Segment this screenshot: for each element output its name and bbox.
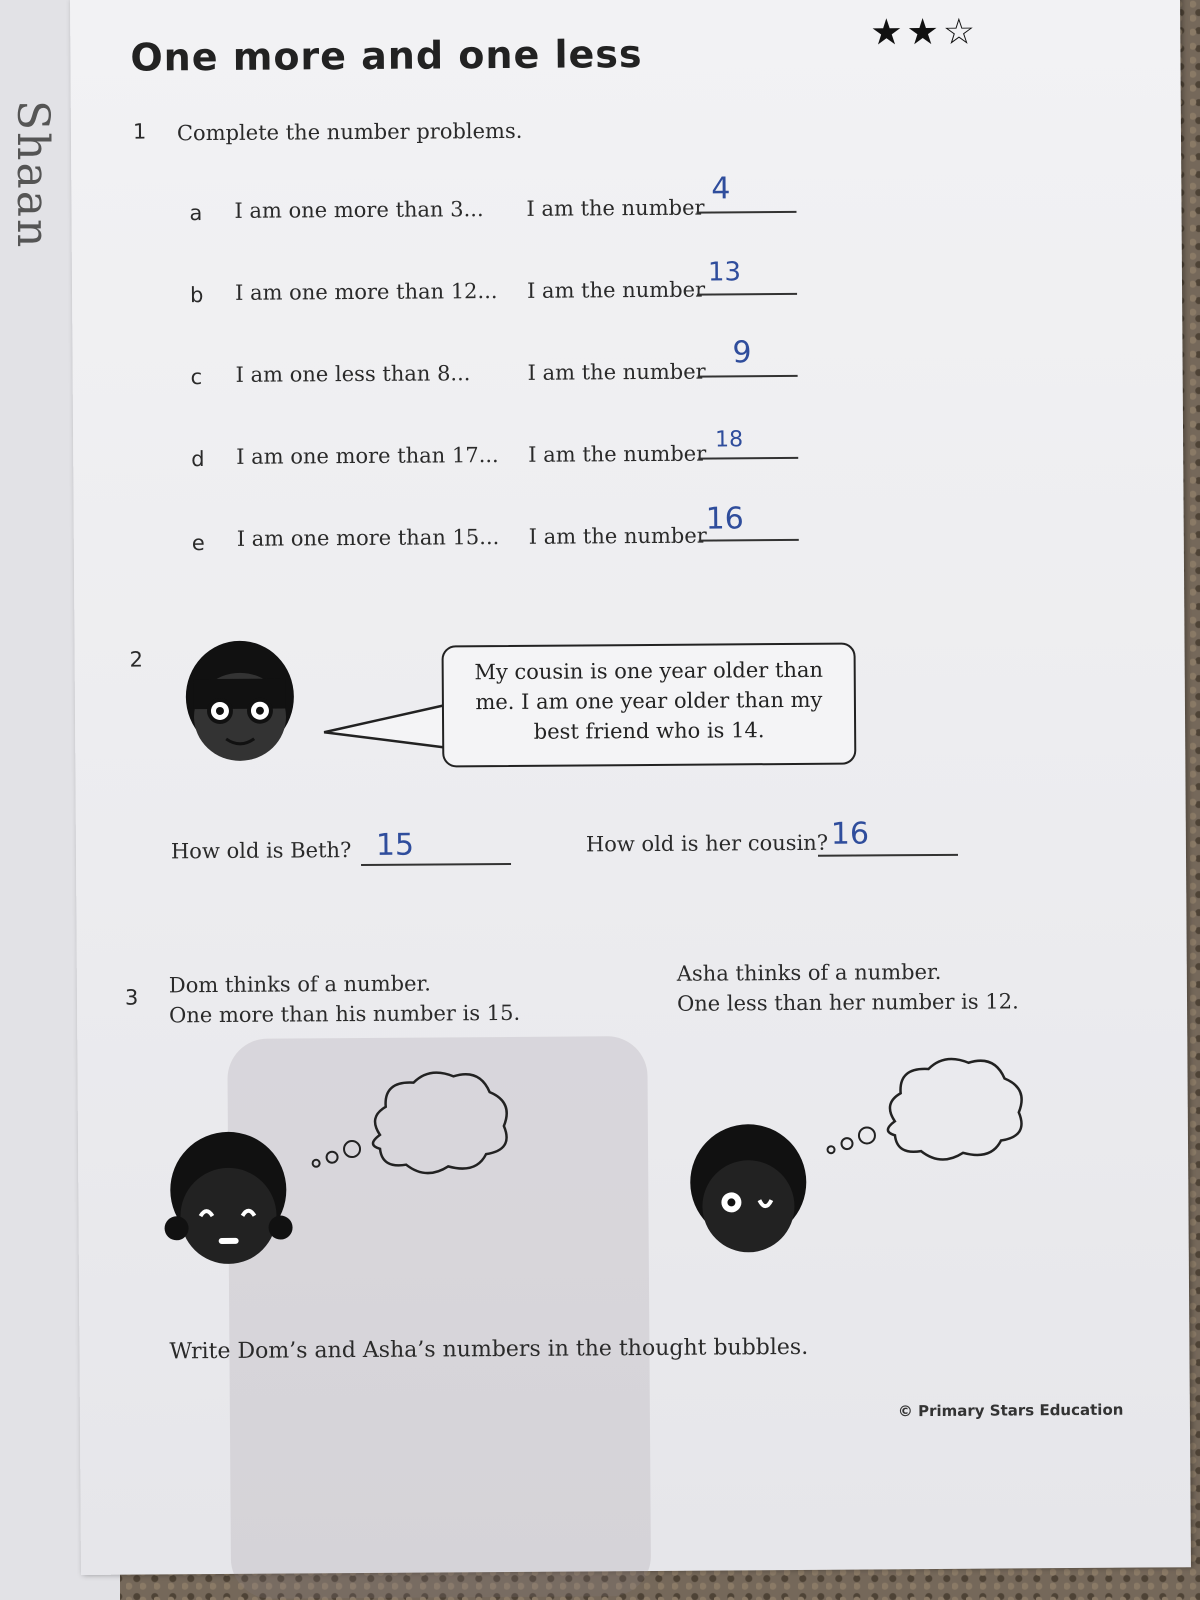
item-letter: d bbox=[191, 447, 205, 472]
handwritten-answer: 4 bbox=[711, 171, 731, 207]
question-1-number: 1 bbox=[132, 119, 147, 144]
beth-girl-icon bbox=[179, 638, 300, 769]
question-beth-age: How old is Beth? bbox=[170, 838, 352, 864]
answer-line[interactable] bbox=[698, 375, 798, 378]
dom-statement-1: Dom thinks of a number. bbox=[168, 971, 431, 998]
answer-label: I am the number bbox=[528, 523, 707, 549]
worksheet-page bbox=[70, 0, 1191, 1575]
question-3-number: 3 bbox=[124, 985, 139, 1010]
asha-girl-icon bbox=[683, 1120, 814, 1261]
item-prompt: I am one more than 3... bbox=[234, 197, 484, 223]
beth-answer-line[interactable] bbox=[361, 863, 511, 866]
asha-statement-1: Asha thinks of a number. bbox=[676, 959, 942, 986]
question-1-instruction: Complete the number problems. bbox=[176, 118, 523, 146]
copyright-footer: © Primary Stars Education bbox=[897, 1400, 1124, 1421]
difficulty-stars: ★★☆ bbox=[870, 11, 980, 54]
answer-line[interactable] bbox=[699, 539, 799, 542]
answer-label: I am the number bbox=[527, 359, 706, 385]
dom-thought-bubble[interactable] bbox=[307, 1062, 518, 1178]
dom-statement-2: One more than his number is 15. bbox=[169, 1000, 521, 1028]
item-prompt: I am one more than 15... bbox=[236, 525, 500, 551]
dom-boy-icon bbox=[158, 1123, 299, 1274]
handwritten-answer: 9 bbox=[732, 335, 752, 371]
answer-line[interactable] bbox=[697, 293, 797, 296]
item-letter: a bbox=[189, 201, 203, 226]
cousin-answer-line[interactable] bbox=[818, 854, 958, 857]
answer-line[interactable] bbox=[698, 457, 798, 460]
margin-handwriting: Shaan bbox=[7, 100, 58, 250]
handwritten-answer: 16 bbox=[705, 501, 744, 537]
answer-label: I am the number bbox=[528, 441, 707, 467]
speech-line: best friend who is 14. bbox=[533, 718, 765, 744]
handwritten-answer: 18 bbox=[715, 427, 744, 453]
speech-line: My cousin is one year older than bbox=[474, 657, 824, 685]
beth-handwritten-answer: 15 bbox=[375, 827, 415, 863]
speech-line: me. I am one year older than my bbox=[475, 687, 823, 715]
asha-thought-bubble[interactable] bbox=[822, 1048, 1033, 1164]
asha-statement-2: One less than her number is 12. bbox=[676, 989, 1019, 1016]
answer-label: I am the number bbox=[526, 195, 705, 221]
item-prompt: I am one less than 8... bbox=[235, 361, 471, 387]
item-letter: b bbox=[189, 283, 204, 308]
question-3-instruction: Write Dom’s and Asha’s numbers in the thought bubbles. bbox=[169, 1334, 809, 1365]
answer-label: I am the number bbox=[526, 277, 706, 303]
item-letter: c bbox=[190, 365, 203, 390]
question-2-number: 2 bbox=[129, 647, 144, 672]
speech-text bbox=[444, 655, 855, 748]
item-prompt: I am one more than 12... bbox=[234, 279, 498, 305]
cousin-handwritten-answer: 16 bbox=[830, 816, 870, 852]
item-prompt: I am one more than 17... bbox=[236, 443, 499, 469]
question-cousin-age: How old is her cousin? bbox=[585, 830, 829, 857]
page-title: One more and one less bbox=[130, 32, 643, 80]
speech-bubble-tail bbox=[320, 697, 450, 758]
speech-bubble bbox=[442, 643, 857, 768]
item-letter: e bbox=[191, 531, 205, 556]
answer-line[interactable] bbox=[696, 211, 796, 214]
handwritten-answer: 13 bbox=[707, 257, 742, 288]
